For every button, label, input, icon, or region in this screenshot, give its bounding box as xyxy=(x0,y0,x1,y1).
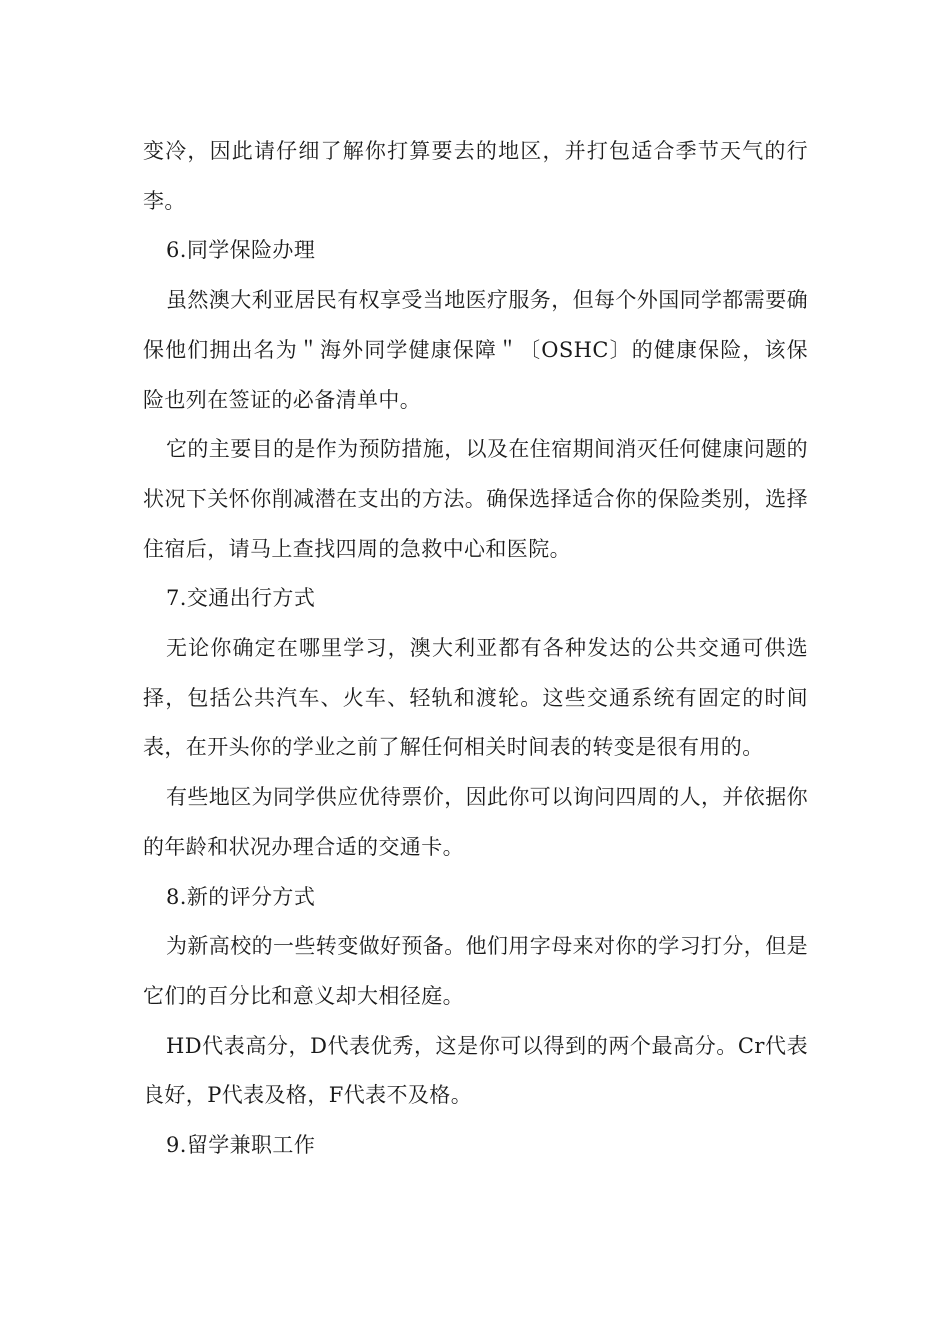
section-heading-insurance: 6.同学保险办理 xyxy=(166,238,316,263)
paragraph-continuation: 变冷，因此请仔细了解你打算要去的地区，并打包适合季节天气的行李。 xyxy=(143,139,808,213)
paragraph-concession-fares: 有些地区为同学供应优待票价，因此你可以询问四周的人，并依据你的年龄和状况办理合适的交通卡。 xyxy=(143,785,808,859)
paragraph-grade-letters: HD代表高分，D代表优秀，这是你可以得到的两个最高分。Cr代表良好，P代表及格，F代表不及格。 xyxy=(143,1033,808,1108)
paragraph-oshc: 虽然澳大利亚居民有权享受当地医疗服务，但每个外国同学都需要确保他们拥出名为＂海外同学健康保障＂〔OSHC〕的健康保险，该保险也列在签证的必备清单中。 xyxy=(143,288,808,412)
section-heading-transport: 7.交通出行方式 xyxy=(166,586,316,611)
paragraph-insurance-purpose: 它的主要目的是作为预防措施，以及在住宿期间消灭任何健康问题的状况下关怀你削减潜在支出的方法。确保选择适合你的保险类别，选择住宿后，请马上查找四周的急救中心和医院。 xyxy=(143,437,808,561)
section-heading-part-time-work: 9.留学兼职工作 xyxy=(166,1133,316,1158)
paragraph-public-transport: 无论你确定在哪里学习，澳大利亚都有各种发达的公共交通可供选择，包括公共汽车、火车、轻轨和渡轮。这些交通系统有固定的时间表，在开头你的学业之前了解任何相关时间表的转变是很有用的。 xyxy=(143,636,808,760)
paragraph-grading-intro: 为新高校的一些转变做好预备。他们用字母来对你的学习打分，但是它们的百分比和意义却大相径庭。 xyxy=(143,934,808,1008)
document-body xyxy=(143,127,808,1171)
section-heading-grading: 8.新的评分方式 xyxy=(166,884,316,909)
